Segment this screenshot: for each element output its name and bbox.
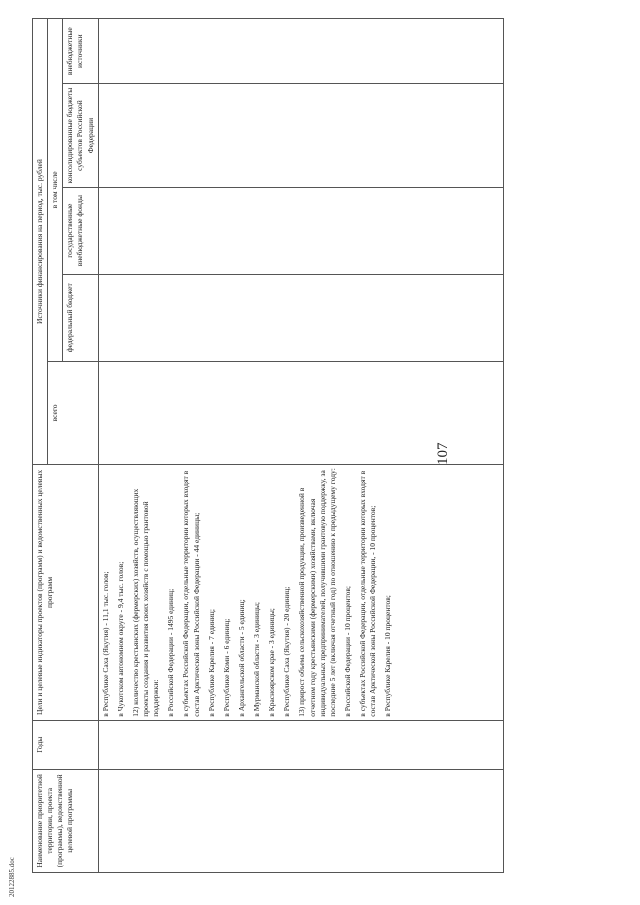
header-total: всего [48, 361, 99, 464]
cell-regional [98, 84, 503, 187]
cell-name [98, 769, 503, 872]
indicator-line: в Республике Карелия - 10 процентов; [383, 595, 393, 717]
page-number: 107 [435, 442, 451, 465]
header-federal: федеральный бюджет [63, 274, 98, 361]
indicator-line: в Мурманской области - 3 единицы; [252, 601, 261, 717]
indicator-line: в Архангельской области - 5 единиц; [236, 599, 246, 717]
indicator-line: в Российской Федерации - 10 процентов; [342, 585, 352, 717]
program-table [32, 18, 504, 873]
cell-extra [98, 19, 503, 84]
indicators-cell [98, 465, 503, 721]
header-sources: Источники финансирования на период, тыс. рублей [33, 19, 48, 465]
header-goals: Цели и целевые индикаторы проектов (программ) и ведомственных целевых программ [33, 465, 99, 721]
cell-years [98, 720, 503, 769]
cell-federal [98, 274, 503, 361]
indicator-line: в субъектах Российской Федерации, отдельные территории которых входят в состав Арктической зоны Российской Федерации - 44 единицы; [181, 470, 201, 717]
indicator-line: в Республике Карелия - 7 единиц; [206, 609, 216, 717]
indicator-line: в Российской Федерации - 1495 единиц; [166, 588, 176, 717]
indicator-line: в Чукотском автономном округе - 9,4 тыс. голов; [115, 561, 125, 717]
indicator-line: в Республике Саха (Якутия) - 11,1 тыс. голов; [100, 571, 110, 717]
header-name: Наименование приоритетной территории, проекта (программы), ведомственной целевой программы [33, 769, 99, 872]
indicator-line: в Республике Коми - 6 единиц; [221, 618, 231, 717]
indicator-line: в Республике Саха (Якутия) - 20 единиц; [282, 586, 292, 717]
indicator-line: 13) прирост объема сельскохозяйственной продукции, произведенной в отчетном году крестьянскими (фермерскими) хозяйствами, включая индивидуальных предпринимателей, получившими грантовую поддержку, за последние 5 лет (включая отчетный год) по отношению к предыдущему году: [297, 468, 337, 717]
indicator-line: в субъектах Российской Федерации, отдельные территории которых входят в состав Арктической зоны Российской Федерации, - 10 процентов; [358, 470, 378, 717]
header-regional: консолидированные бюджеты субъектов Российской Федерации [63, 84, 98, 187]
file-name: 20122885.doc [8, 857, 16, 897]
indicator-line: в Красноярском крае - 3 единицы; [267, 608, 277, 717]
header-years: Годы [33, 720, 99, 769]
cell-total [98, 361, 503, 464]
header-state-funds: государственные внебюджетные фонды [63, 187, 98, 274]
header-incl: в том числе [48, 19, 63, 362]
header-extra: внебюджетные источники [63, 19, 98, 84]
cell-state-funds [98, 187, 503, 274]
indicator-line: 12) количество крестьянских (фермерских) хозяйств, осуществляющих проекты создания и развития своих хозяйств с помощью грантовой поддержки: [130, 488, 161, 717]
